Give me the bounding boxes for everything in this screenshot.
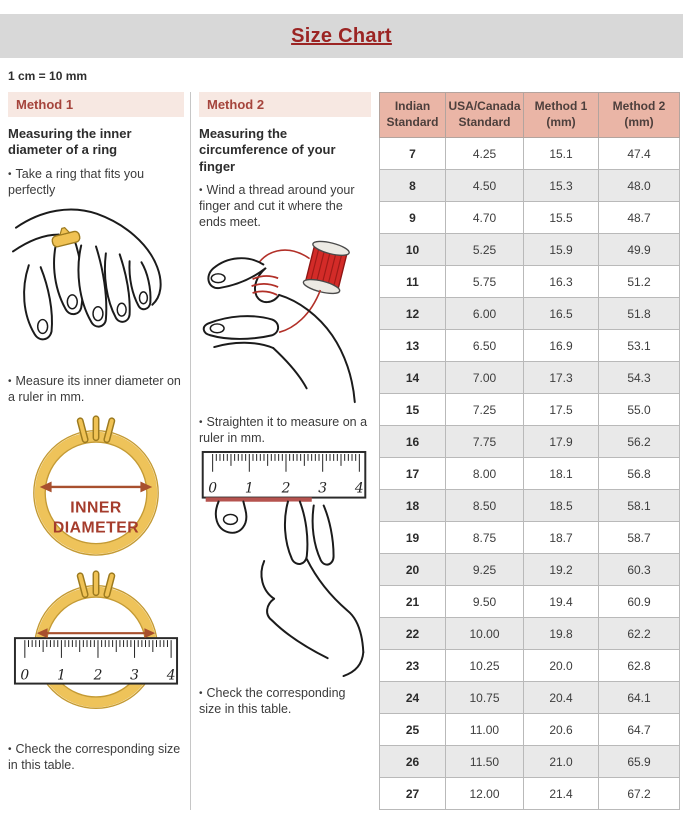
size-table-body xyxy=(380,138,680,810)
method2-column xyxy=(199,92,371,810)
table-cell: 7.00 xyxy=(446,362,524,394)
method2-step1: • Wind a thread around your finger and cut it where the ends meet. xyxy=(199,182,355,230)
table-cell: 67.2 xyxy=(599,778,680,810)
table-cell: 17.9 xyxy=(524,426,599,458)
ruler-with-thread-illustration xyxy=(200,450,370,678)
table-cell: 65.9 xyxy=(599,746,680,778)
table-cell: 18.5 xyxy=(524,490,599,522)
table-cell: 17.5 xyxy=(524,394,599,426)
table-cell: 60.9 xyxy=(599,586,680,618)
table-cell: 51.2 xyxy=(599,266,680,298)
column-header: Method 1 (mm) xyxy=(524,93,599,138)
table-cell: 27 xyxy=(380,778,446,810)
table-cell: 17.3 xyxy=(524,362,599,394)
table-row xyxy=(380,202,680,234)
table-cell: 17 xyxy=(380,458,446,490)
table-cell: 10 xyxy=(380,234,446,266)
table-cell: 15.1 xyxy=(524,138,599,170)
thread-spool-icon xyxy=(302,238,350,296)
table-cell: 60.3 xyxy=(599,554,680,586)
table-cell: 9.50 xyxy=(446,586,524,618)
table-cell: 21.4 xyxy=(524,778,599,810)
table-cell: 18.7 xyxy=(524,522,599,554)
ruler-number: 2 xyxy=(281,480,291,497)
table-cell: 10.00 xyxy=(446,618,524,650)
table-row xyxy=(380,586,680,618)
table-cell: 6.50 xyxy=(446,330,524,362)
table-cell: 53.1 xyxy=(599,330,680,362)
table-cell: 19 xyxy=(380,522,446,554)
ruler-number: 0 xyxy=(20,667,30,684)
table-cell: 14 xyxy=(380,362,446,394)
table-cell: 20.4 xyxy=(524,682,599,714)
ruler-number: 3 xyxy=(318,480,328,497)
table-cell: 10.75 xyxy=(446,682,524,714)
table-cell: 11 xyxy=(380,266,446,298)
table-cell: 11.50 xyxy=(446,746,524,778)
table-cell: 56.2 xyxy=(599,426,680,458)
hand-with-thread-illustration xyxy=(200,235,370,407)
table-cell: 12 xyxy=(380,298,446,330)
table-row xyxy=(380,394,680,426)
table-cell: 62.2 xyxy=(599,618,680,650)
table-cell: 9 xyxy=(380,202,446,234)
table-cell: 6.00 xyxy=(446,298,524,330)
table-cell: 21 xyxy=(380,586,446,618)
table-cell: 49.9 xyxy=(599,234,680,266)
table-cell: 7 xyxy=(380,138,446,170)
table-row xyxy=(380,266,680,298)
bullet-icon: • xyxy=(199,184,203,196)
ring-on-ruler-illustration xyxy=(12,564,180,734)
table-row xyxy=(380,522,680,554)
table-cell: 54.3 xyxy=(599,362,680,394)
bullet-icon: • xyxy=(8,743,12,755)
table-cell: 7.75 xyxy=(446,426,524,458)
table-row xyxy=(380,778,680,810)
table-row xyxy=(380,170,680,202)
table-cell: 24 xyxy=(380,682,446,714)
method1-step1: • Take a ring that fits you perfectly xyxy=(8,166,145,197)
ruler-number: 4 xyxy=(354,480,364,497)
content-area xyxy=(0,92,683,810)
ruler-number: 2 xyxy=(93,667,103,684)
table-cell: 11.00 xyxy=(446,714,524,746)
column-header: Method 2 (mm) xyxy=(599,93,680,138)
table-cell: 47.4 xyxy=(599,138,680,170)
table-cell: 8.75 xyxy=(446,522,524,554)
table-cell: 15.5 xyxy=(524,202,599,234)
table-cell: 15 xyxy=(380,394,446,426)
table-cell: 22 xyxy=(380,618,446,650)
table-cell: 25 xyxy=(380,714,446,746)
table-row xyxy=(380,138,680,170)
size-table-wrap xyxy=(379,92,680,810)
method1-step2: • Measure its inner diameter on a ruler in mm. xyxy=(8,374,181,405)
table-row xyxy=(380,490,680,522)
table-cell: 16 xyxy=(380,426,446,458)
table-cell: 56.8 xyxy=(599,458,680,490)
method2-step3: • Check the corresponding size in this table. xyxy=(199,686,346,717)
unit-note: 1 cm = 10 mm xyxy=(8,69,88,83)
size-table-head xyxy=(380,93,680,138)
table-row xyxy=(380,650,680,682)
table-cell: 20.6 xyxy=(524,714,599,746)
title-bar xyxy=(0,14,683,58)
method1-subtitle: Measuring the inner diameter of a ring xyxy=(8,126,132,158)
table-cell: 15.3 xyxy=(524,170,599,202)
table-row xyxy=(380,234,680,266)
method1-column xyxy=(8,92,184,810)
ruler-number: 4 xyxy=(166,667,176,684)
table-cell: 48.7 xyxy=(599,202,680,234)
table-cell: 48.0 xyxy=(599,170,680,202)
table-cell: 4.50 xyxy=(446,170,524,202)
table-cell: 15.9 xyxy=(524,234,599,266)
ruler-number: 3 xyxy=(130,667,139,684)
table-cell: 13 xyxy=(380,330,446,362)
table-cell: 18 xyxy=(380,490,446,522)
table-cell: 21.0 xyxy=(524,746,599,778)
header-row xyxy=(380,93,680,138)
table-row xyxy=(380,682,680,714)
method2-header: Method 2 xyxy=(199,92,371,117)
table-cell: 62.8 xyxy=(599,650,680,682)
ruler-number: 1 xyxy=(244,480,254,497)
table-cell: 16.3 xyxy=(524,266,599,298)
table-cell: 16.5 xyxy=(524,298,599,330)
table-cell: 12.00 xyxy=(446,778,524,810)
table-cell: 20.0 xyxy=(524,650,599,682)
table-cell: 64.1 xyxy=(599,682,680,714)
table-cell: 4.70 xyxy=(446,202,524,234)
method2-step2: • Straighten it to measure on a ruler in mm. xyxy=(199,414,368,445)
table-cell: 19.8 xyxy=(524,618,599,650)
column-divider xyxy=(190,92,191,810)
table-cell: 7.25 xyxy=(446,394,524,426)
table-cell: 10.25 xyxy=(446,650,524,682)
inner-diameter-label: INNER xyxy=(70,499,122,517)
column-header: Indian Standard xyxy=(380,93,446,138)
table-cell: 5.75 xyxy=(446,266,524,298)
table-cell: 8.00 xyxy=(446,458,524,490)
table-cell: 8.50 xyxy=(446,490,524,522)
table-cell: 58.1 xyxy=(599,490,680,522)
table-row xyxy=(380,330,680,362)
bullet-icon: • xyxy=(199,416,203,428)
table-row xyxy=(380,426,680,458)
table-cell: 5.25 xyxy=(446,234,524,266)
bullet-icon: • xyxy=(8,376,12,387)
table-cell: 18.1 xyxy=(524,458,599,490)
ruler-number: 0 xyxy=(208,480,218,497)
table-cell: 58.7 xyxy=(599,522,680,554)
table-row xyxy=(380,618,680,650)
table-cell: 51.8 xyxy=(599,298,680,330)
table-row xyxy=(380,714,680,746)
method1-header: Method 1 xyxy=(8,92,184,117)
bullet-icon: • xyxy=(199,688,203,699)
inner-diameter-ring-illustration xyxy=(17,410,175,560)
table-cell: 4.25 xyxy=(446,138,524,170)
table-cell: 9.25 xyxy=(446,554,524,586)
table-cell: 16.9 xyxy=(524,330,599,362)
method2-subtitle: Measuring the circumference of your finger xyxy=(199,126,336,174)
page-title: Size Chart xyxy=(291,24,392,47)
table-cell: 20 xyxy=(380,554,446,586)
table-row xyxy=(380,554,680,586)
column-header: USA/Canada Standard xyxy=(446,93,524,138)
table-cell: 19.4 xyxy=(524,586,599,618)
size-table xyxy=(379,92,680,810)
table-cell: 23 xyxy=(380,650,446,682)
table-row xyxy=(380,298,680,330)
table-row xyxy=(380,362,680,394)
table-cell: 64.7 xyxy=(599,714,680,746)
table-row xyxy=(380,458,680,490)
table-cell: 55.0 xyxy=(599,394,680,426)
table-cell: 8 xyxy=(380,170,446,202)
inner-diameter-label: DIAMETER xyxy=(52,518,140,536)
table-row xyxy=(380,746,680,778)
hand-with-ring-illustration xyxy=(12,202,180,366)
table-cell: 19.2 xyxy=(524,554,599,586)
method1-step3: • Check the corresponding size in this table. xyxy=(8,741,181,772)
bullet-icon: • xyxy=(8,168,12,180)
table-cell: 26 xyxy=(380,746,446,778)
ruler-number: 1 xyxy=(57,667,66,684)
